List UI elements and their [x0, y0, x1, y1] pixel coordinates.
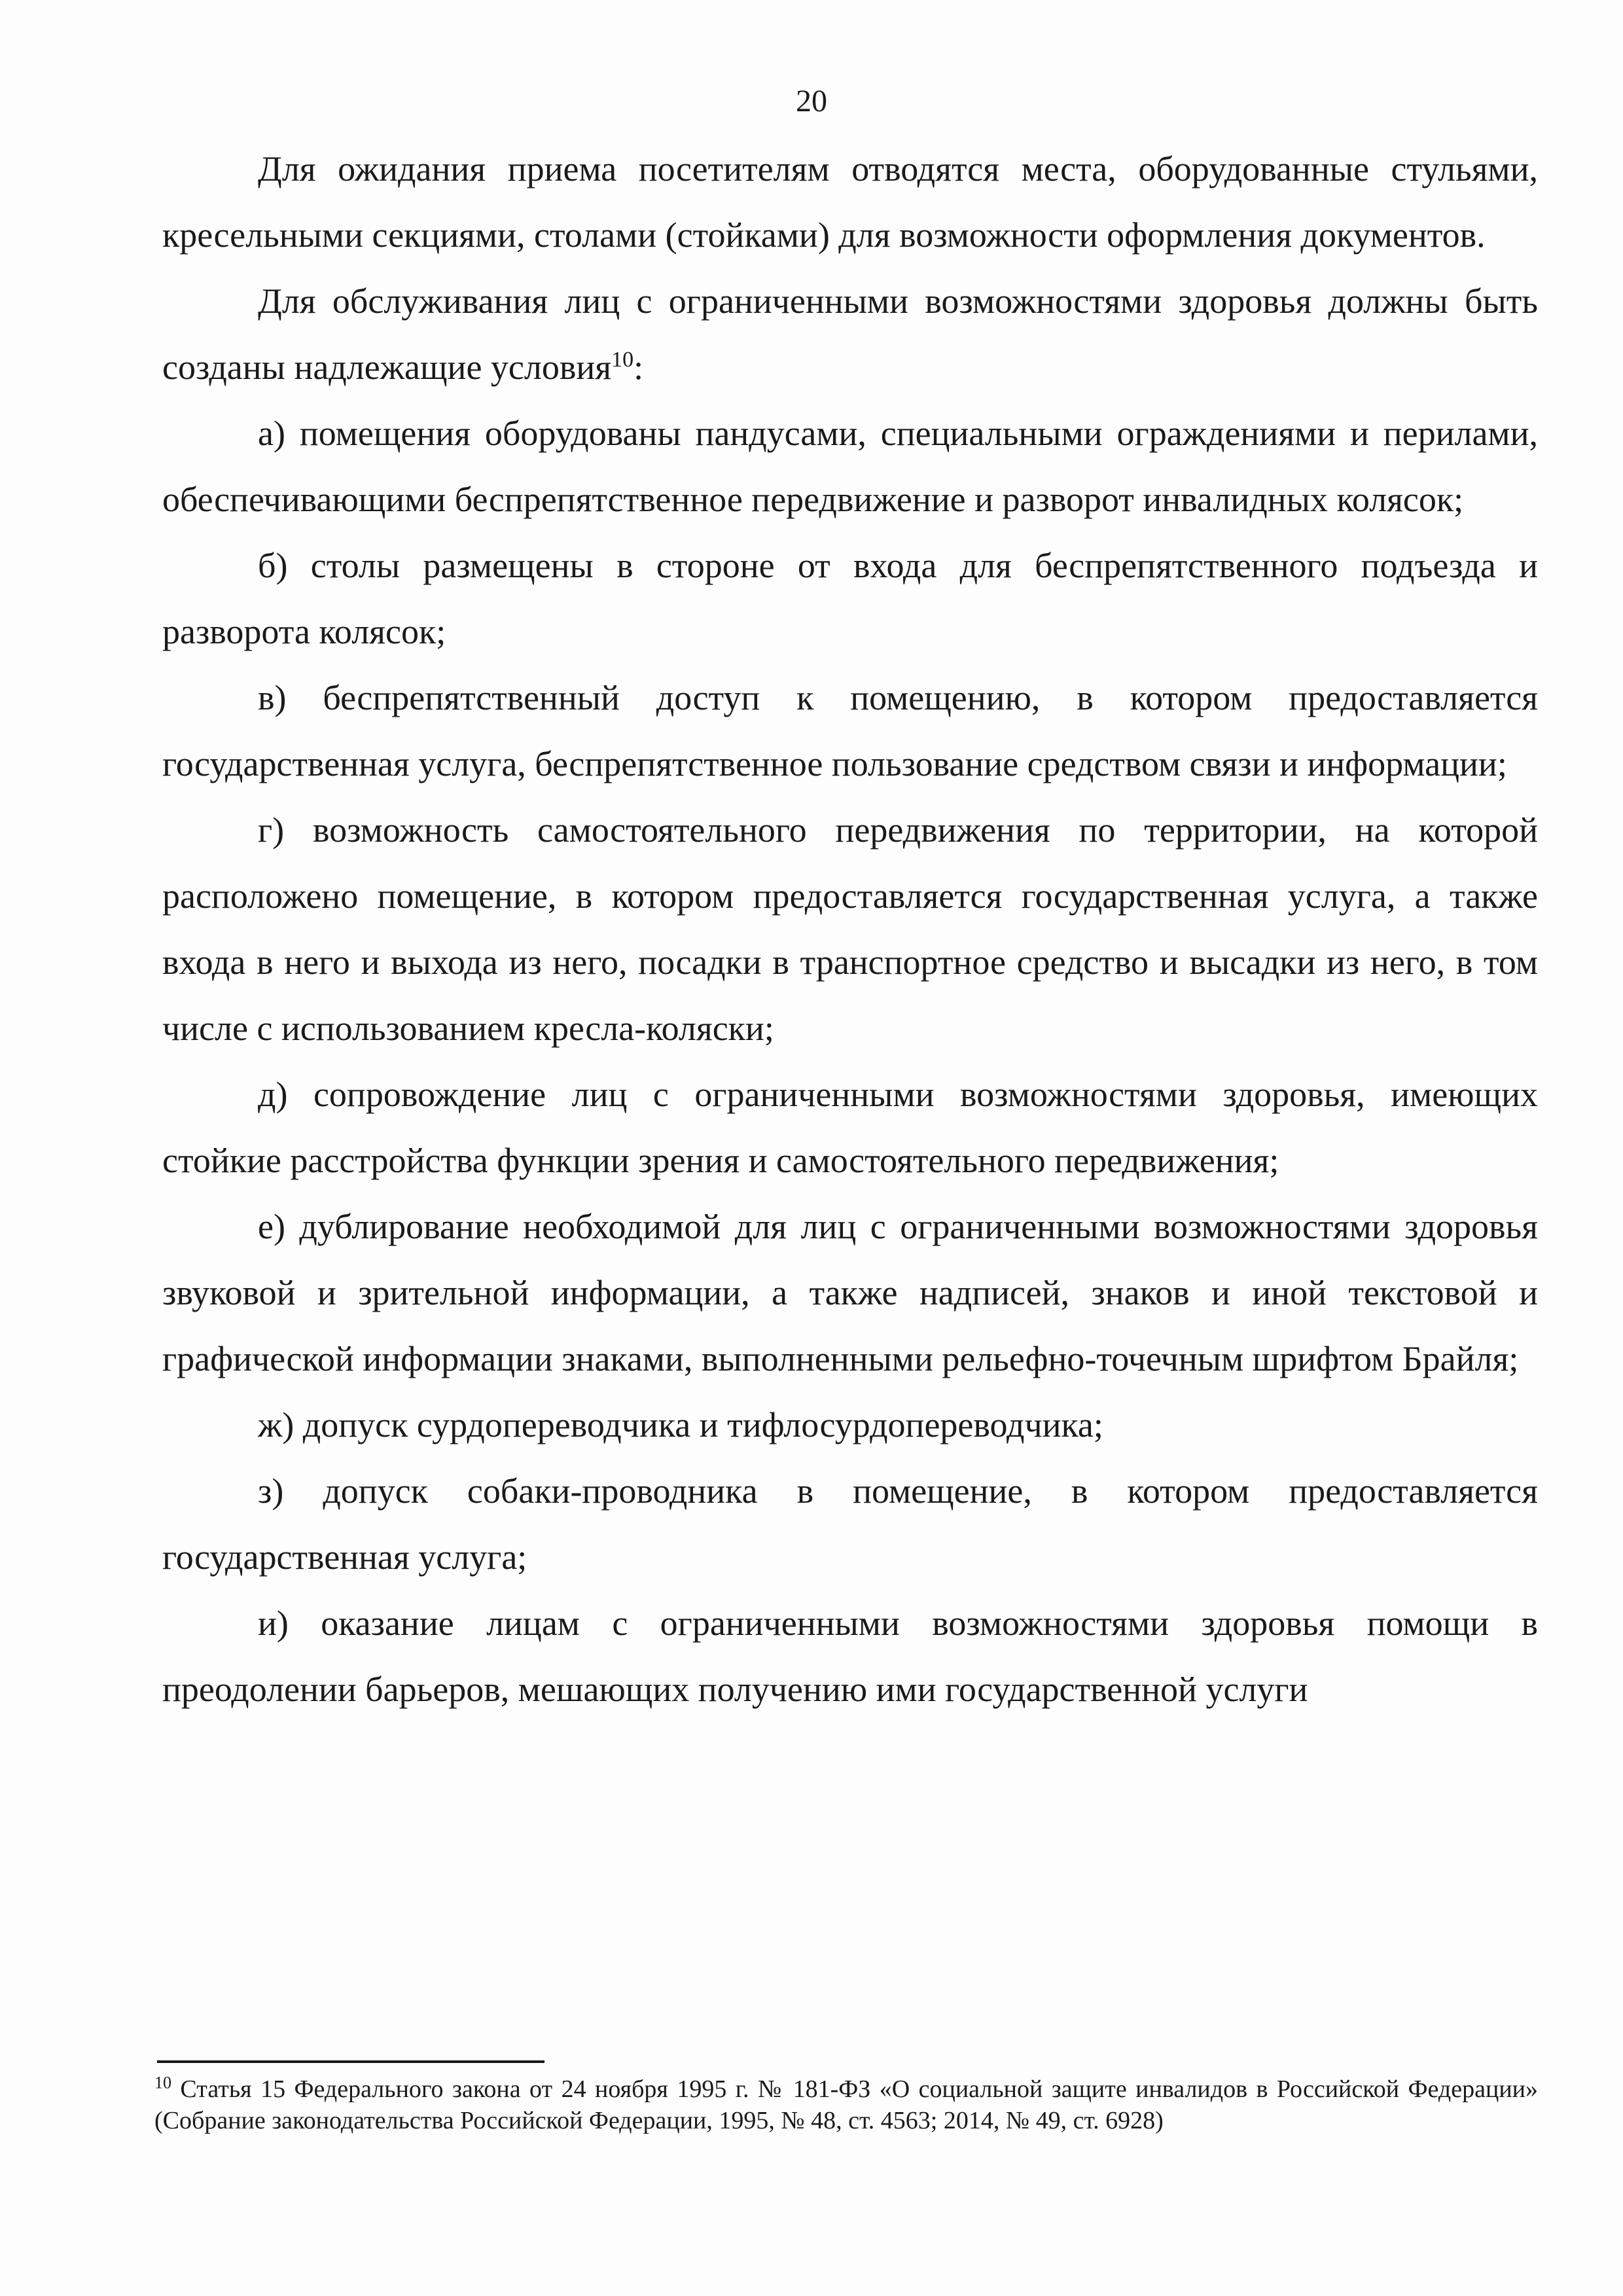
list-item-e: е) дублирование необходимой для лиц с ограниченными возможностями здоровья звуковой и зрительной информации, а также надписей, знаков и иной текстовой и графической информации знаками, выполненными рельефно-точечным шрифтом Брайля;: [162, 1207, 1538, 1378]
list-item-zh: ж) допуск сурдопереводчика и тифлосурдопереводчика;: [258, 1405, 1103, 1444]
body-text: [162, 136, 1538, 1723]
list-item-v: в) беспрепятственный доступ к помещению, в котором предоставляется государственная услуга, беспрепятственное пользование средством связи и информации;: [162, 678, 1538, 783]
list-item-b: б) столы размещены в стороне от входа для беспрепятственного подъезда и разворота колясок;: [162, 546, 1538, 651]
list-item-z: з) допуск собаки-проводника в помещение, в котором предоставляется государственная услуга;: [162, 1471, 1538, 1577]
footnote: [154, 2073, 1538, 2136]
paragraph-accessibility-intro-colon: :: [633, 348, 644, 387]
list-item-g: г) возможность самостоятельного передвижения по территории, на которой расположено помещение, в котором предоставляется государственная услуга, а также входа в него и выхода из него, посадки в транспортное средство и высадки из него, в том числе с использованием кресла-коляски;: [162, 810, 1538, 1048]
page-number: 20: [796, 84, 827, 118]
list-item-a: а) помещения оборудованы пандусами, специальными ограждениями и перилами, обеспечивающими беспрепятственное передвижение и разворот инвалидных колясок;: [162, 414, 1538, 519]
paragraph-accessibility-intro-text: Для обслуживания лиц с ограниченными возможностями здоровья должны быть созданы надлежащие условия: [162, 281, 1538, 387]
footnote-text: Статья 15 Федерального закона от 24 ноября 1995 г. № 181-ФЗ «О социальной защите инвалидов в Российской Федерации» (Собрание законодательства Российской Федерации, 1995, № 48, ст. 4563; 2014, № 49, ст. 6928): [154, 2075, 1538, 2134]
footnote-separator: [157, 2060, 544, 2063]
footnote-reference[interactable]: 10: [611, 348, 634, 372]
list-item-i: и) оказание лицам с ограниченными возможностями здоровья помощи в преодолении барьеров, мешающих получению ими государственной услуги: [162, 1604, 1538, 1709]
list-item-d: д) сопровождение лиц с ограниченными возможностями здоровья, имеющих стойкие расстройства функции зрения и самостоятельного передвижения;: [162, 1075, 1538, 1180]
paragraph-waiting-area: Для ожидания приема посетителям отводятся места, оборудованные стульями, кресельными секциями, столами (стойками) для возможности оформления документов.: [162, 149, 1538, 255]
paragraph-accessibility-intro: [162, 268, 1538, 401]
footnote-marker: 10: [154, 2073, 171, 2092]
